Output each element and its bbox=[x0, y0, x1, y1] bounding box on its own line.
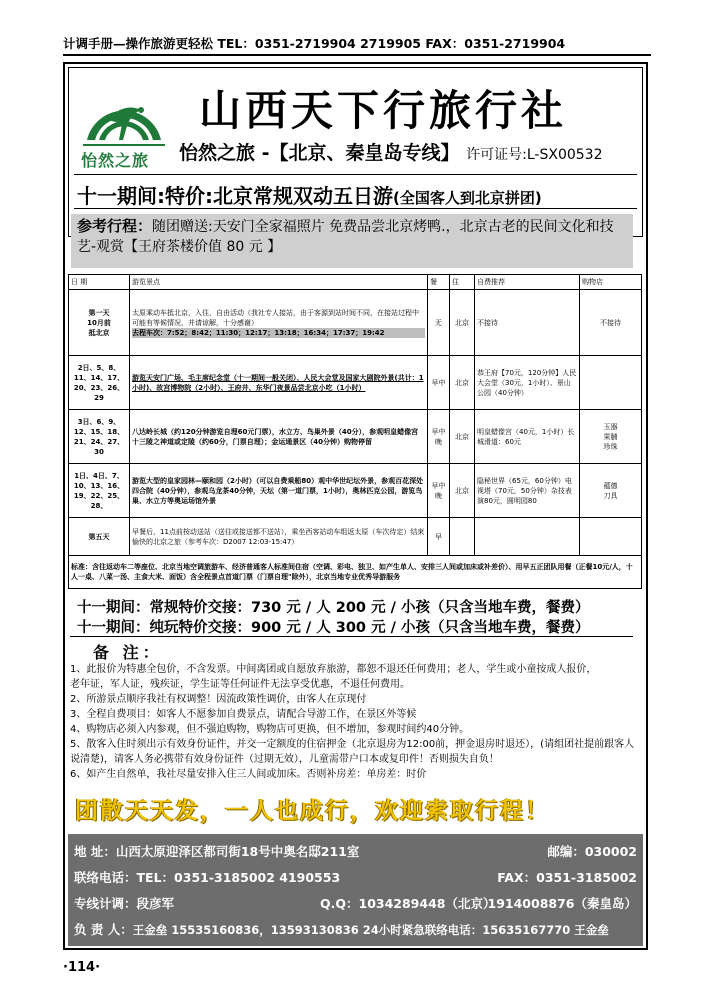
phone-line bbox=[74, 868, 340, 886]
slogan: 团散天天发，一人也成行，欢迎索取行程！ bbox=[75, 798, 550, 824]
row-spots: 游览大型的皇家园林—颐和园（2小时）（可以自费乘船80）观中华世纪坛外景，参观百花深处四合院（40分钟），参观乌龙茶40分钟，天坛（第一道门票，1小时），奥林匹克公园，游览鸟巢、水立方等奥运场馆外景 bbox=[130, 464, 428, 518]
row-stay: 北京 bbox=[450, 464, 475, 518]
planner: 段彦军 bbox=[136, 896, 175, 911]
row-stay: 北京 bbox=[450, 410, 475, 464]
note-item: 6、如产生自然单，我社尽量安排入住三人间或加床。否则补房差：单房差：时价 bbox=[70, 769, 427, 780]
manager-line bbox=[74, 920, 609, 938]
row-spots: 早餐后，11点前按动送站（送往或接送都不送站），乘坐西客站动车组返太原（车次待定）结束愉快的北京之旅（参考车次：D2007 12:03-15:47） bbox=[130, 518, 428, 556]
row-spots: 八达岭长城（约120分钟游览自理60元门票），水立方、鸟巢外景（40分），参观明皇蜡像宫十三陵之神道或定陵（约60分，门票自理）；金运通景区（40分钟）购物停留 bbox=[130, 410, 428, 464]
note-item: 1、此报价为特惠全包价，不含发票。中间离团或自愿放弃旅游，都恕不退还任何费用；老人，学生或小童按成人报价， bbox=[70, 664, 597, 675]
row-spots: 游览天安门广场、毛主席纪念堂（十一期间一般关闭）、人民大会堂及国家大剧院外景(共计：1小时)、故宫博物院（2小时）、王府井、东华门夜景品尝北京小吃（1小时） bbox=[130, 356, 428, 410]
price-divider bbox=[70, 636, 633, 637]
row-shop: 蕴德 刀具 bbox=[580, 464, 642, 518]
qq: Q.Q：1034289448（北京） bbox=[320, 896, 496, 911]
address: 山西太原迎泽区都司街18号中奥名邸211室 bbox=[115, 844, 360, 859]
note-item: 2、所游景点顺序我社有权调整！因流政策性调价，由客人在京现付 bbox=[70, 694, 367, 705]
fax: FAX：0351-3185002 bbox=[497, 870, 637, 885]
price-pure: 十一期间：纯玩特价交接：900 元 / 人 300 元 / 小孩（只含当地车费，餐费） bbox=[77, 620, 590, 636]
header-date: 日 期 bbox=[69, 275, 130, 290]
row-spots bbox=[130, 290, 428, 356]
itinerary-note-text: 随团赠送:天安门全家福照片 免费品尝北京烤鸭.，北京古老的民间文化和技艺-观赏【王府茶楼价值 80 元 】 bbox=[77, 219, 614, 255]
sub-brand-line bbox=[179, 138, 602, 165]
phone-label: 联络电话： bbox=[74, 870, 137, 885]
contact-box bbox=[68, 834, 643, 946]
license-number: 许可证号:L-SX00532 bbox=[466, 147, 603, 163]
row-day: 2日、5、8、11、14、17、20、23、26、29 bbox=[69, 356, 130, 410]
row-spots-text: 太原乘动车抵北京，入住，自由活动（我社专人接站，由于客源到站时间不同，在接站过程中可能有等候情况，并请谅解，十分感谢） bbox=[132, 308, 419, 327]
header-meal: 餐 bbox=[428, 275, 450, 290]
note-item: 老年证，军人证，残疾证，学生证等任何证件无法享受优惠，不退任何费用。 bbox=[70, 679, 410, 690]
address-label: 地 址： bbox=[74, 844, 116, 859]
notes-title: 备 注： bbox=[93, 643, 163, 662]
table-row bbox=[69, 290, 642, 356]
note-item: 4、购物店必须入内参观，但不强迫购物，购物店可更换，但不增加，参观时间约40分钟。 bbox=[70, 724, 470, 735]
notes-list bbox=[70, 662, 640, 782]
row-meal: 早 bbox=[428, 518, 450, 556]
row-stay: 北京 bbox=[450, 356, 475, 410]
manager-label: 负 责 人： bbox=[74, 922, 133, 937]
row-shop bbox=[580, 356, 642, 410]
planner-line bbox=[74, 894, 174, 912]
row-self: 恭王府【70元，120分钟】人民大会堂（30元，1小时）、景山公园（40分钟） bbox=[475, 356, 580, 410]
row-self bbox=[475, 518, 580, 556]
postcode: 邮编：030002 bbox=[547, 844, 637, 859]
row-day: 1日、4日、7、10、13、16、19、22、25、28、 bbox=[69, 464, 130, 518]
planner-label: 专线计调： bbox=[74, 896, 137, 911]
table-row bbox=[69, 464, 642, 518]
header-stay: 住 bbox=[450, 275, 475, 290]
row-meal: 无 bbox=[428, 290, 450, 356]
logo-text: 怡然之旅 bbox=[81, 151, 150, 170]
table-row bbox=[69, 518, 642, 556]
schedule-table bbox=[68, 274, 642, 589]
header bbox=[68, 67, 643, 237]
row-shop: 玉器 果脯 珍珠 bbox=[580, 410, 642, 464]
brochure-frame bbox=[63, 62, 648, 950]
table-row bbox=[69, 356, 642, 410]
agency-name: 山西天下行旅行社 bbox=[199, 86, 568, 135]
row-stay bbox=[450, 518, 475, 556]
price-regular: 十一期间：常规特价交接：730 元 / 人 200 元 / 小孩（只含当地车费，餐费） bbox=[77, 600, 590, 616]
row-day: 第一天 10月前 抵北京 bbox=[69, 290, 130, 356]
schedule-header bbox=[69, 275, 642, 290]
row-day: 第五天 bbox=[69, 518, 130, 556]
header-divider bbox=[74, 174, 637, 175]
row-meal: 早中晚 bbox=[428, 464, 450, 518]
row-self: 明皇蜡像宫（40元，1小时）长城滑道：60元 bbox=[475, 410, 580, 464]
table-row bbox=[69, 556, 642, 589]
address-line bbox=[74, 842, 359, 860]
schedule-note: 标准：含往返动车二等座位、北京当地空调旅游车、经济普通客人标准间住宿（空调、彩电、独卫、如产生单人、安排三人间或加床或补差价）、用早五正团队用餐（正餐10元/人，十人一桌、八菜一汤、主食大米、面饭）含全程景点首道门票（门票自理"除外），北京当地专业优秀导游服务 bbox=[69, 556, 642, 589]
qq-secondary: 1914008876（秦皇岛） bbox=[487, 896, 637, 911]
row-meal: 早中晚 bbox=[428, 410, 450, 464]
note-item: 5、散客入住时须出示有效身份证件，并交一定额度的住宿押金（北京退房为12:00前，押金退房时退还），(请组团社提前跟客人说清楚)，请客人务必携带有效身份证件（过期无效），儿童需带户口本或复印件！否则损失自负！ bbox=[70, 739, 635, 765]
page-number: ·114· bbox=[63, 960, 101, 975]
phone: TEL：0351-3185002 4190553 bbox=[136, 870, 341, 885]
table-row bbox=[69, 410, 642, 464]
row-day: 3日、6、9、12、15、18、21、24、27、30 bbox=[69, 410, 130, 464]
row-stay: 北京 bbox=[450, 290, 475, 356]
row-shop bbox=[580, 518, 642, 556]
sub-brand: 怡然之旅 -【北京、秦皇岛专线】 bbox=[179, 142, 460, 164]
row-shop: 不接待 bbox=[580, 290, 642, 356]
itinerary-note bbox=[71, 214, 633, 268]
itinerary-note-label: 参考行程： bbox=[77, 217, 153, 235]
title-divider bbox=[74, 208, 637, 209]
logo bbox=[79, 80, 169, 175]
row-self: 隐秘世界（65元，60分钟）电视塔（70元，50分钟）杂技表演80元，圆明园80 bbox=[475, 464, 580, 518]
header-self-pay: 自费推荐 bbox=[475, 275, 580, 290]
header-spots: 游览景点 bbox=[130, 275, 428, 290]
top-contact-line: 计调手册—操作旅游更轻松 TEL：0351-2719904 2719905 FAX：0351-2719904 bbox=[63, 34, 651, 56]
manager: 王金垒 15535160836，13593130836 24小时紧急联络电话：15635167770 王金垒 bbox=[132, 923, 609, 937]
row-self: 不接待 bbox=[475, 290, 580, 356]
row-spots-trains: 去程车次：7:52；8:42；11:30；12:17；13:18；16:34；17:37；19:42 bbox=[132, 328, 425, 338]
period-title-note: (全国客人到北京拼团) bbox=[393, 189, 542, 207]
period-title-main: 十一期间:特价:北京常规双动五日游 bbox=[77, 184, 393, 208]
header-shop: 购物店 bbox=[580, 275, 642, 290]
period-title bbox=[77, 180, 542, 209]
row-meal: 早中 bbox=[428, 356, 450, 410]
note-item: 3、全程自费项目：如客人不愿参加自费景点，请配合导游工作，在景区外等候 bbox=[70, 709, 417, 720]
